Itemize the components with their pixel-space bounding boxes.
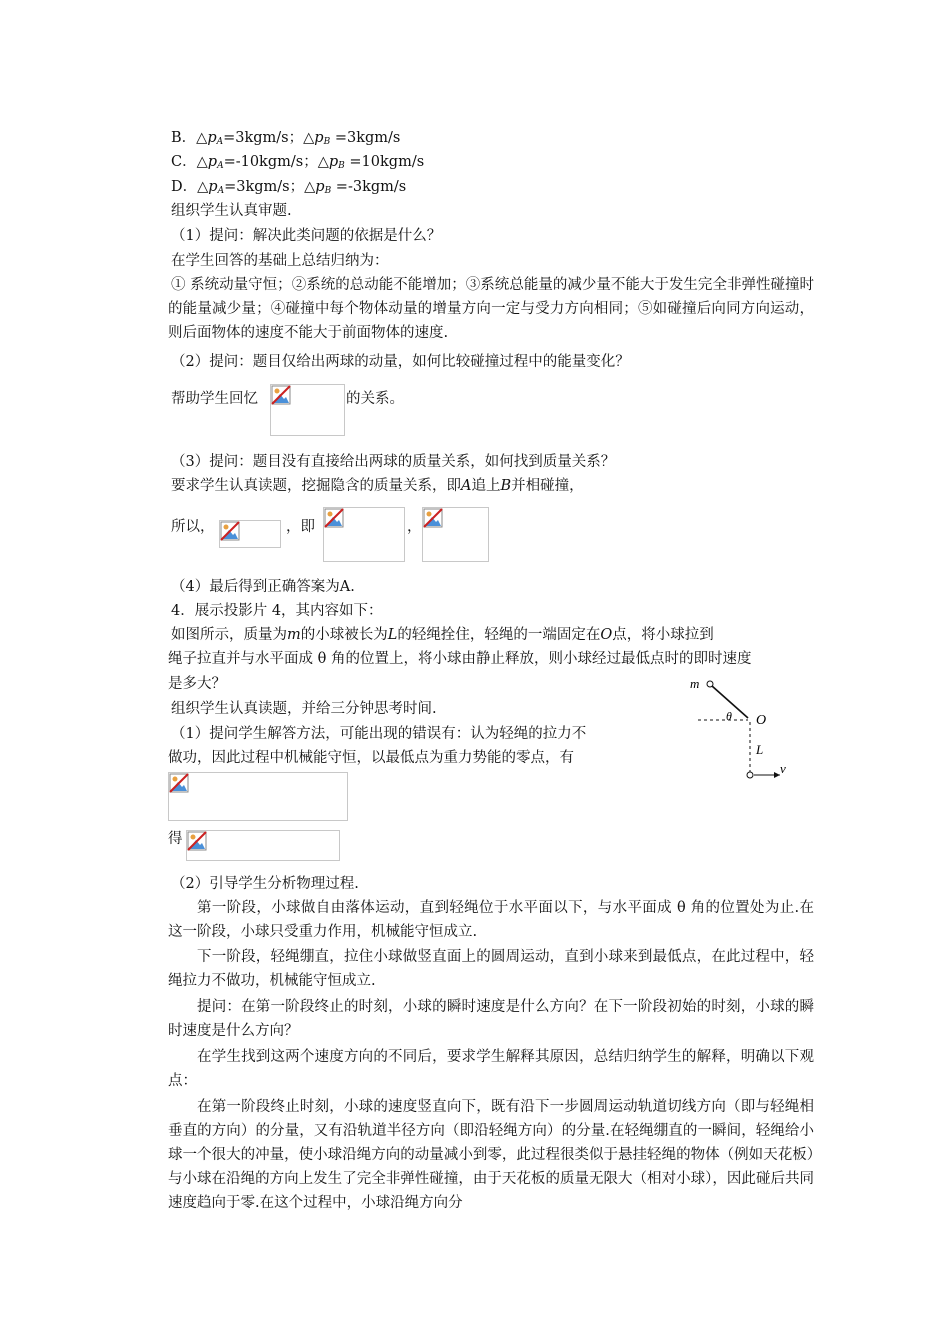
text-paragraph: 在第一阶段终止时刻，小球的速度竖直向下，既有沿下一步圆周运动轨道切线方向（即与轻绳相垂直的方向）的分量，又有沿轨道半径方向（即沿轻绳方向）的分量.在轻绳绷直的一瞬间，轻绳给小球一个很大的冲量，使小球沿绳方向的动量减小到零，此过程很类似于悬挂轻绳的物体（例如天花板）与小球在沿绳的方向上发生了完全非弹性碰撞，由于天花板的质量无限大（相对小球），因此碰后共同速度趋向于零.在这个过程中，小球沿绳方向分 <box>168 1099 814 1211</box>
broken-image-icon <box>169 773 189 793</box>
label-theta: θ <box>726 709 732 723</box>
label-l: L <box>756 742 764 757</box>
text-paragraph: ① 系统动量守恒；②系统的总动能不能增加；③系统总能量的减少量不能大于发生完全非弹性碰撞时的能量减少量；④碰撞中每个物体动量的增量方向一定与受力方向相同；⑤如碰撞后向同方向运动，则后面物体的速度不能大于前面物体的速度. <box>168 277 814 341</box>
text-line: 组织学生认真读题，并给三分钟思考时间. <box>171 701 437 717</box>
text-line-b: 的关系。 <box>346 391 404 407</box>
text-line: （3）提问：题目没有直接给出两球的质量关系，如何找到质量关系？ <box>171 454 616 470</box>
text-line: 做功，因此过程中机械能守恒，以最低点为重力势能的零点，有 <box>168 750 574 766</box>
text-line: 在学生回答的基础上总结归纳为： <box>171 253 389 269</box>
formula-image <box>270 384 345 436</box>
broken-image-icon <box>271 385 291 405</box>
broken-image-icon <box>220 521 240 541</box>
text-line: （1）提问学生解答方法，可能出现的错误有：认为轻绳的拉力不 <box>171 726 587 742</box>
formula-image <box>168 772 348 821</box>
formula-image <box>219 520 281 548</box>
text-paragraph: 提问：在第一阶段终止的时刻，小球的瞬时速度是什么方向？在下一阶段初始的时刻，小球的瞬时速度是什么方向？ <box>168 999 814 1039</box>
text-line: ，即 <box>286 519 315 535</box>
broken-image-icon <box>423 508 443 528</box>
broken-image-icon <box>187 831 207 851</box>
text-line: 是多大？ <box>168 676 226 692</box>
text-line: （2）提问：题目仅给出两球的动量，如何比较碰撞过程中的能量变化？ <box>171 354 630 370</box>
text-line: 绳子拉直并与水平面成 θ 角的位置上，将小球由静止释放，则小球经过最低点时的即时速度 <box>168 651 752 667</box>
option-d: D．$\triangle p_A=3kgm/s$；$\triangle p_B =-3kgm/s$ <box>171 179 407 196</box>
text-line: （4）最后得到正确答案为A. <box>171 579 355 595</box>
broken-image-icon <box>324 508 344 528</box>
text-line: 4．展示投影片 4，其内容如下： <box>171 603 383 619</box>
label-o: O <box>756 713 767 728</box>
text-line: 要求学生认真读题，挖掘隐含的质量关系，即A追上B并相碰撞， <box>171 478 584 494</box>
text-line: 所以， <box>171 519 215 535</box>
text-paragraph: 在学生找到这两个速度方向的不同后，要求学生解释其原因，总结归纳学生的解释，明确以下观点： <box>168 1049 814 1089</box>
formula-image <box>422 507 489 562</box>
text-line: 如图所示，质量为m的小球被长为L的轻绳拴住，轻绳的一端固定在O点，将小球拉到 <box>171 627 714 643</box>
formula-image <box>186 830 340 861</box>
text-paragraph: 下一阶段，轻绳绷直，拉住小球做竖直面上的圆周运动，直到小球来到最低点，在此过程中，轻绳拉力不做功，机械能守恒成立. <box>168 949 814 989</box>
option-c: C．$\triangle p_A=-10kgm/s$；$\triangle p_B =10kgm/s$ <box>171 154 425 171</box>
option-b: B．$\triangle p_A=3kgm/s$；$\triangle p_B =3kgm/s$ <box>171 130 401 147</box>
text-line: （1）提问：解决此类问题的依据是什么？ <box>171 228 442 244</box>
text-line: 得 <box>168 831 183 847</box>
label-m: m <box>690 676 700 691</box>
text-line: （2）引导学生分析物理过程. <box>171 876 359 892</box>
text-paragraph: 第一阶段，小球做自由落体运动，直到轻绳位于水平面以下，与水平面成 θ 角的位置处为止.在这一阶段，小球只受重力作用，机械能守恒成立. <box>168 900 814 940</box>
text-line: 组织学生认真审题. <box>171 203 292 219</box>
text-line-a: 帮助学生回忆 <box>171 391 258 407</box>
formula-image <box>323 507 405 562</box>
pendulum-figure <box>688 674 798 784</box>
label-v: v <box>780 761 786 776</box>
text-line: ， <box>407 519 422 535</box>
